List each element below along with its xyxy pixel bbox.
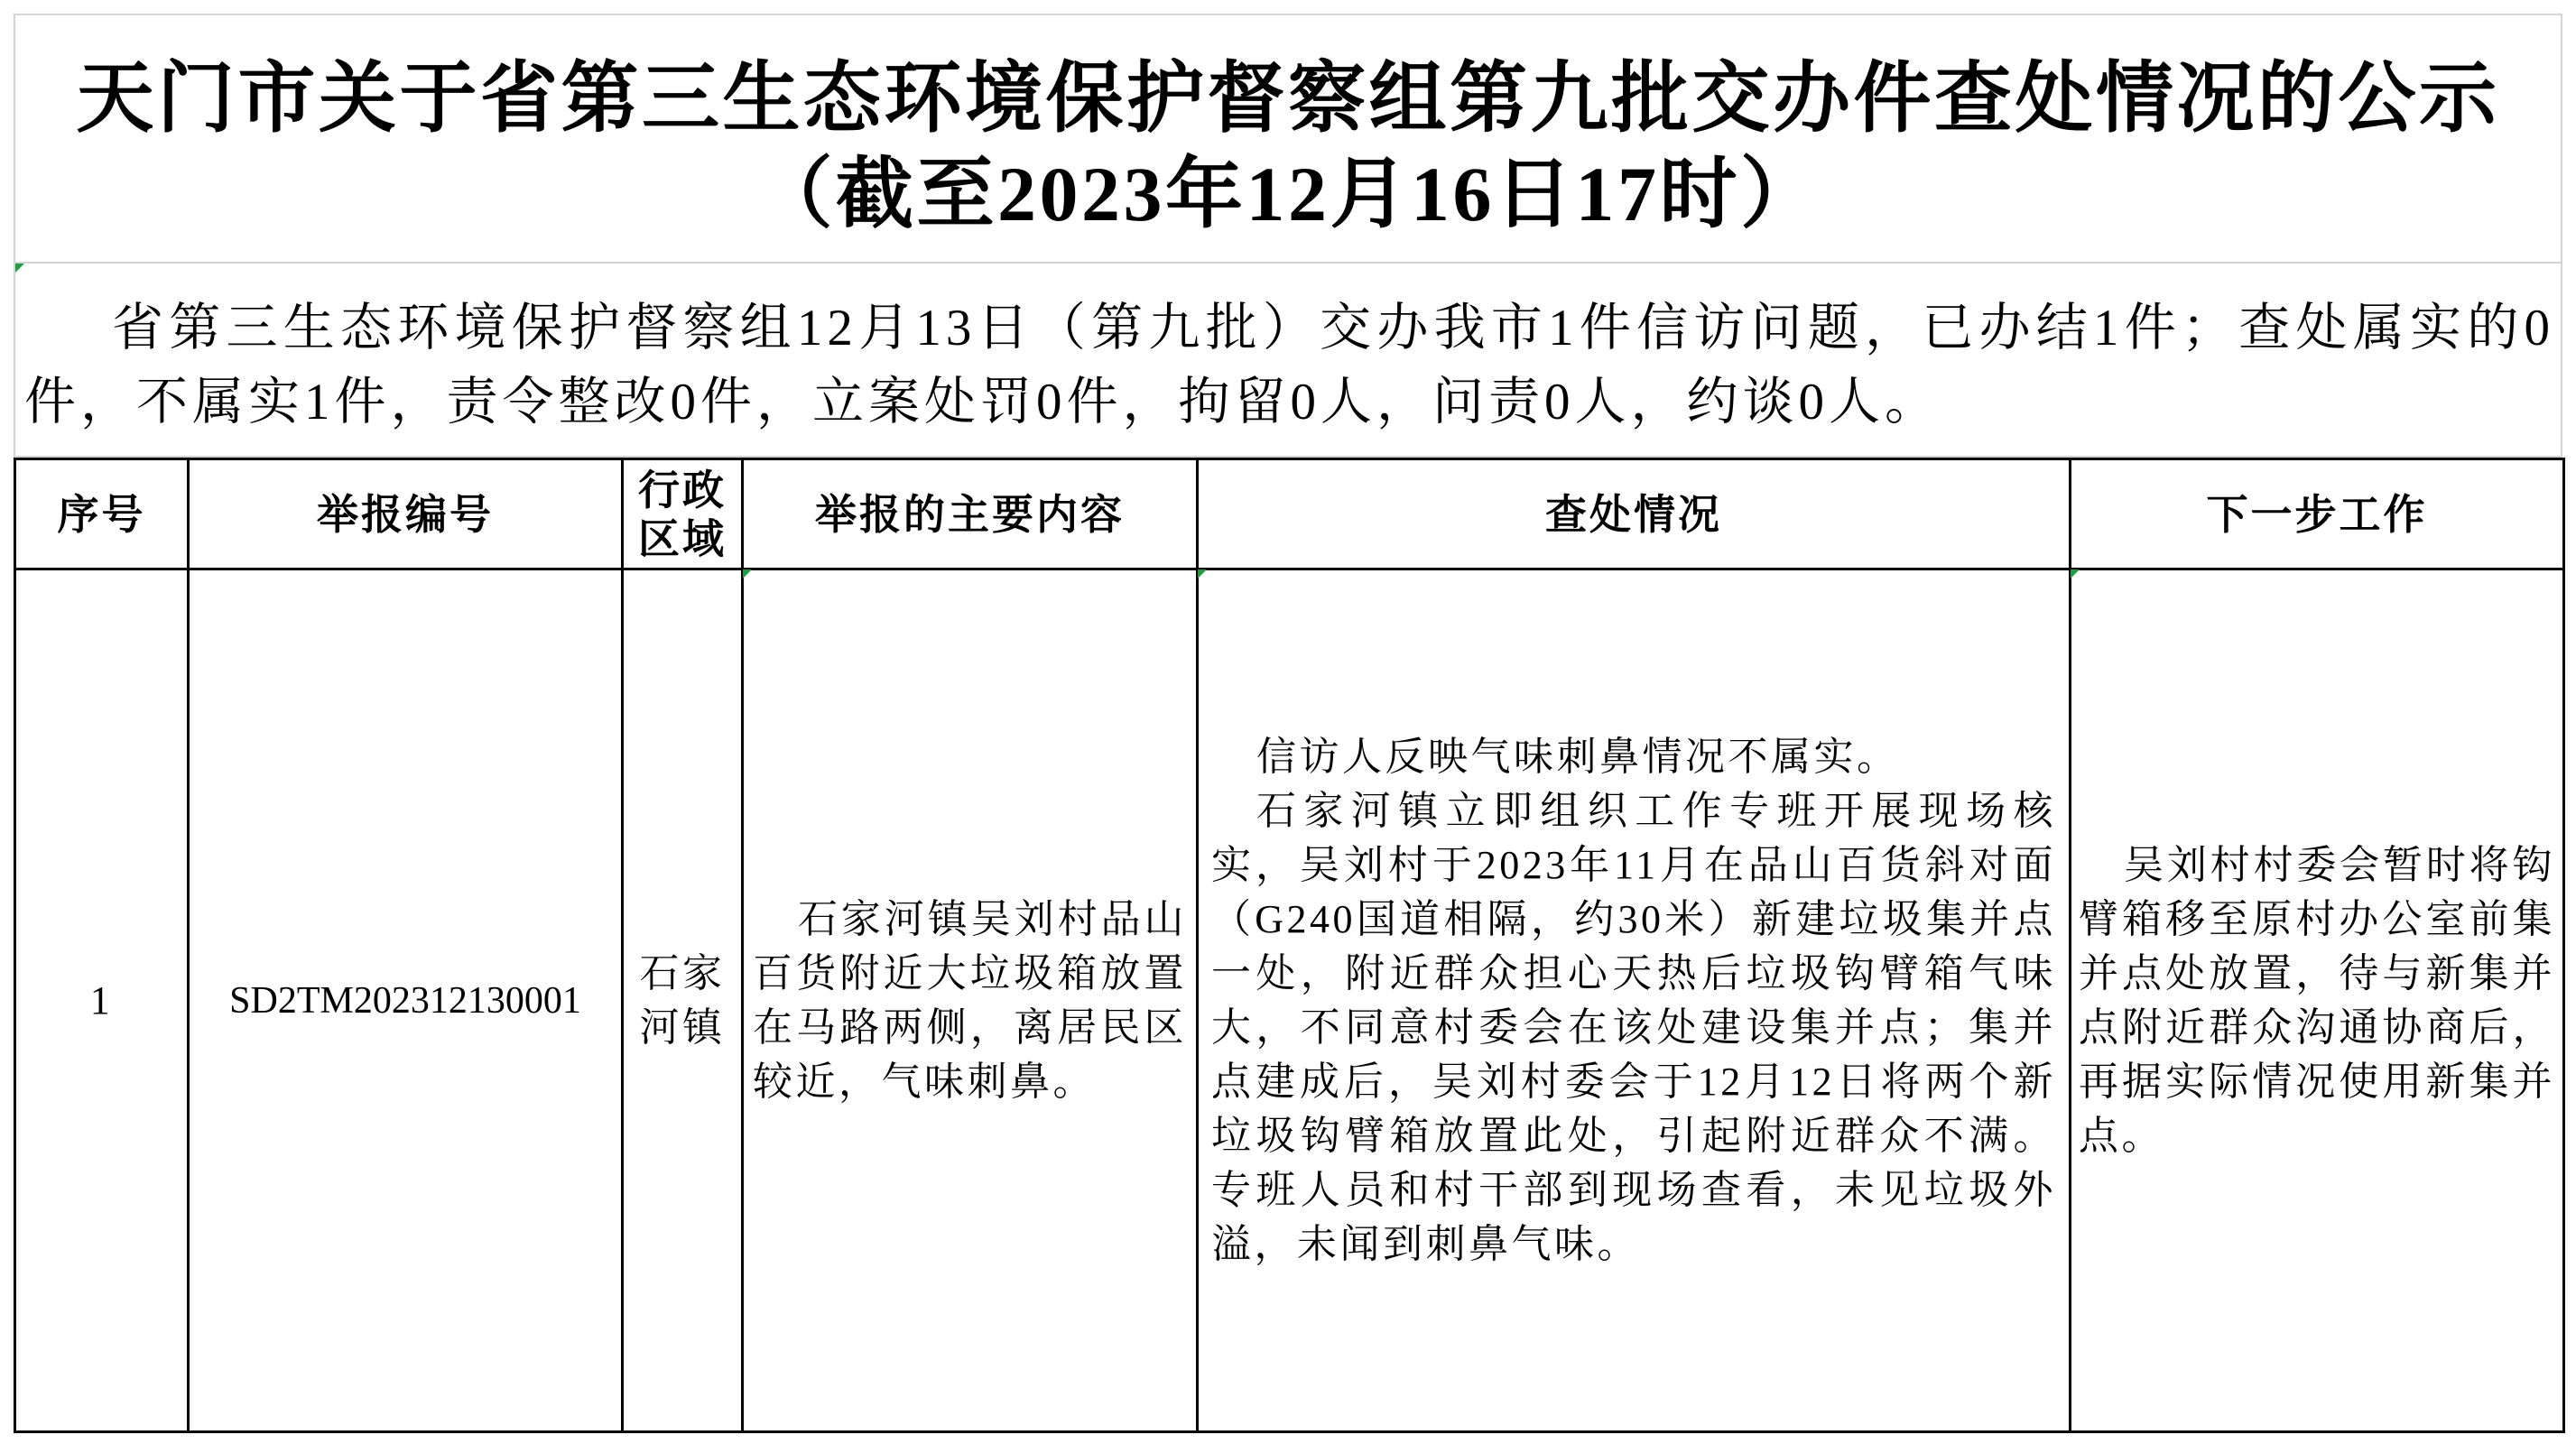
header-content: 举报的主要内容 bbox=[743, 459, 1198, 569]
error-indicator-icon bbox=[2071, 569, 2080, 579]
error-indicator-icon bbox=[1198, 569, 1207, 579]
cell-next-steps bbox=[2071, 569, 2564, 1432]
title-main-line: 天门市关于省第三生态环境保护督察组第九批交办件查处情况的公示 bbox=[76, 55, 2500, 142]
header-region: 行政区域 bbox=[623, 459, 743, 569]
report-table bbox=[14, 458, 2565, 1433]
notice-title bbox=[14, 51, 2562, 242]
title-divider-line bbox=[14, 262, 2562, 264]
error-indicator-icon bbox=[15, 264, 24, 273]
header-report-id: 举报编号 bbox=[189, 459, 623, 569]
table-body bbox=[15, 569, 2564, 1432]
cell-index: 1 bbox=[15, 569, 189, 1432]
title-date-line: （截至2023年12月16日17时） bbox=[755, 151, 1821, 237]
cell-handling bbox=[1198, 569, 2071, 1432]
report-content-text: 石家河镇吴刘村品山百货附近大垃圾箱放置在马路两侧，离居民区较近，气味刺鼻。 bbox=[753, 896, 1187, 1104]
cell-report-content bbox=[743, 569, 1198, 1432]
table-row bbox=[15, 569, 2564, 1432]
next-steps-text: 吴刘村村委会暂时将钩臂箱移至原村办公室前集并点处放置，待与新集并点附近群众沟通协商后，再据实际情况使用新集并点。 bbox=[2079, 842, 2555, 1158]
header-handling: 查处情况 bbox=[1198, 459, 2071, 569]
error-indicator-icon bbox=[743, 569, 752, 579]
header-index: 序号 bbox=[15, 459, 189, 569]
header-next-steps: 下一步工作 bbox=[2071, 459, 2564, 569]
handling-detail-text: 石家河镇立即组织工作专班开展现场核实，吴刘村于2023年11月在品山百货斜对面（G240国道相隔，约30米）新建垃圾集并点一处，附近群众担心天热后垃圾钩臂箱气味大，不同意村委会在该处建设集并点；集并点建成后，吴刘村委会于12月12日将两个新垃圾钩臂箱放置此处，引起附近群众不满。专班人员和村干部到现场查看，未见垃圾外溢，未闻到刺鼻气味。 bbox=[1211, 788, 2056, 1266]
cell-report-id: SD2TM202312130001 bbox=[189, 569, 623, 1432]
table-header-row bbox=[15, 459, 2564, 569]
handling-conclusion-text: 信访人反映气味刺鼻情况不属实。 bbox=[1256, 734, 1900, 779]
summary-paragraph: 省第三生态环境保护督察组12月13日（第九批）交办我市1件信访问题，已办结1件；查处属实的0件，不属实1件，责令整改0件，立案处罚0件，拘留0人，问责0人，约谈0人。 bbox=[24, 300, 2554, 430]
table-head bbox=[15, 459, 2564, 569]
cell-region: 石家河镇 bbox=[623, 569, 743, 1432]
